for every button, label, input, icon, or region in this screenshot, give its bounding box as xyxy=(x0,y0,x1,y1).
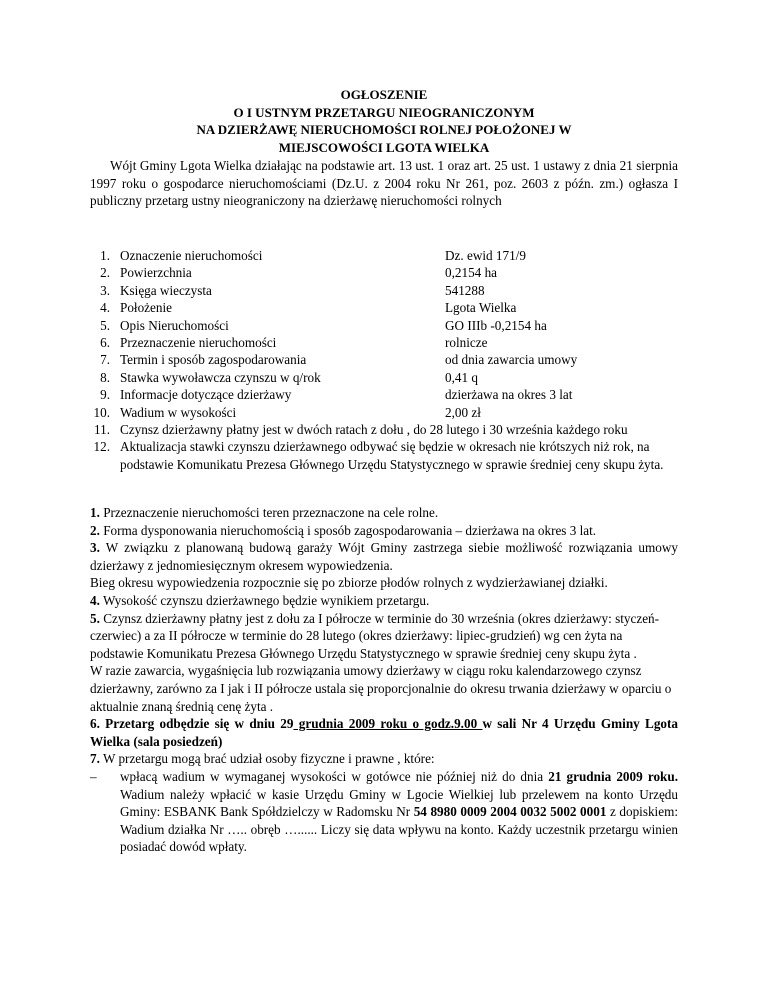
section-6-auction-date: 6. Przetarg odbędzie się w dniu 29 grudnia 2009 roku o godz.9.00 w sali Nr 4 Urzędu Gminy Lgota Wielka (sala posiedzeń) xyxy=(90,716,678,749)
section-2: 2. Forma dysponowania nieruchomością i sposób zagospodarowania – dzierżawa na okres 3 lat. xyxy=(90,522,597,538)
intro-text: Wójt Gminy Lgota Wielka działając na podstawie art. 13 ust. 1 oraz art. 25 ust. 1 ustawy z dnia 21 sierpnia 1997 roku o gospodarce nieruchomościami (Dz.U. z 2004 roku Nr 261, poz. 2603 z późn. zm.) ogłasza I publiczny przetarg ustny nieograniczony na dzierżawę nieruchomości rolnych xyxy=(90,158,678,208)
list-item: 7. Termin i sposób zagospodarowania od dnia zawarcia umowy xyxy=(100,352,578,368)
property-details-list xyxy=(90,247,680,473)
title-line-1: OGŁOSZENIE xyxy=(340,87,428,102)
list-item: 3. Księga wieczysta 541288 xyxy=(100,282,485,298)
announcement-title xyxy=(0,86,768,156)
list-item: 10. Wadium w wysokości 2,00 zł xyxy=(93,404,481,420)
list-item: 6. Przeznaczenie nieruchomości rolnicze xyxy=(100,334,488,350)
title-line-3: NA DZIERŻAWĘ NIERUCHOMOŚCI ROLNEJ POŁOŻONEJ W xyxy=(196,122,572,137)
list-item: 4. Położenie Lgota Wielka xyxy=(100,300,517,316)
list-item: 2. Powierzchnia 0,2154 ha xyxy=(100,265,498,281)
list-item: 9. Informacje dotyczące dzierżawy dzierżawa na okres 3 lat xyxy=(100,387,573,403)
section-3-extra: Bieg okresu wypowiedzenia rozpocznie się po zbiorze płodów rolnych z wydzierżawianej działki. xyxy=(90,575,608,591)
section-5-extra: W razie zawarcia, wygaśnięcia lub rozwiązania umowy dzierżawy w ciągu roku kalendarzowego czynsz dzierżawny, zarówno za I jak i II półrocze ustala się proporcjonalnie do okresu trwania dzierżawy w oparciu o aktualnie znaną średnią cenę żyta . xyxy=(90,663,672,714)
list-item: 1. Oznaczenie nieruchomości Dz. ewid 171/9 xyxy=(100,248,526,263)
section-3: 3. W związku z planowaną budową garaży Wójt Gminy zastrzega siebie możliwość rozwiązania umowy dzierżawy z jednomiesięcznym okresem wypowiedzenia. xyxy=(90,540,678,573)
list-item: 11. Czynsz dzierżawny płatny jest w dwóch ratach z dołu , do 28 lutego i 30 września każdego roku xyxy=(94,421,628,437)
section-5: 5. Czynsz dzierżawny płatny jest z dołu za I półrocze w terminie do 30 września (okres dzierżawy: styczeń-czerwiec) a za II półrocze w terminie do 28 lutego (okres dzierżawy: lipiec-grudzień) wg cen żyta na podstawie Komunikatu Prezesa Głównego Urzędu Statystycznego w sprawie średniej ceny skupu żyta . xyxy=(90,610,660,661)
list-item: – wpłacą wadium w wymaganej wysokości w gotówce nie później niż do dnia 21 grudnia 2009 roku. Wadium należy wpłacić w kasie Urzędu Gminy w Lgocie Wielkiej lub przelewem na konto Urzędu Gminy: ESBANK Bank Spółdzielczy w Radomsku Nr 54 8980 0009 2004 0032 5002 0001 z dopiskiem: Wadium działka Nr ….. obręb …...... Liczy się data wpływu na konto. Każdy uczestnik przetargu winien posiadać dowód wpłaty. xyxy=(90,768,678,855)
intro-paragraph xyxy=(90,157,678,210)
section-1: 1. Przeznaczenie nieruchomości teren przeznaczone na cele rolne. xyxy=(90,505,439,520)
section-7: 7. W przetargu mogą brać udział osoby fizyczne i prawne , które: xyxy=(90,751,435,767)
section-4: 4. Wysokość czynszu dzierżawnego będzie wynikiem przetargu. xyxy=(90,592,430,608)
dash-bullet: – xyxy=(90,768,97,784)
title-line-2: O I USTNYM PRZETARGU NIEOGRANICZONYM xyxy=(233,104,535,120)
title-line-4: MIEJSCOWOŚCI LGOTA WIELKA xyxy=(278,139,490,155)
terms-section xyxy=(90,504,678,856)
list-item: 12. Aktualizacja stawki czynszu dzierżawnego odbywać się będzie w okresach nie krótszych niż rok, na podstawie Komunikatu Prezesa Głównego Urzędu Statystycznego w sprawie średniej ceny skupu żyta. xyxy=(93,439,664,472)
list-item: 8. Stawka wywoławcza czynszu w q/rok 0,41 q xyxy=(100,369,478,385)
list-item: 5. Opis Nieruchomości GO IIIb -0,2154 ha xyxy=(100,317,547,333)
